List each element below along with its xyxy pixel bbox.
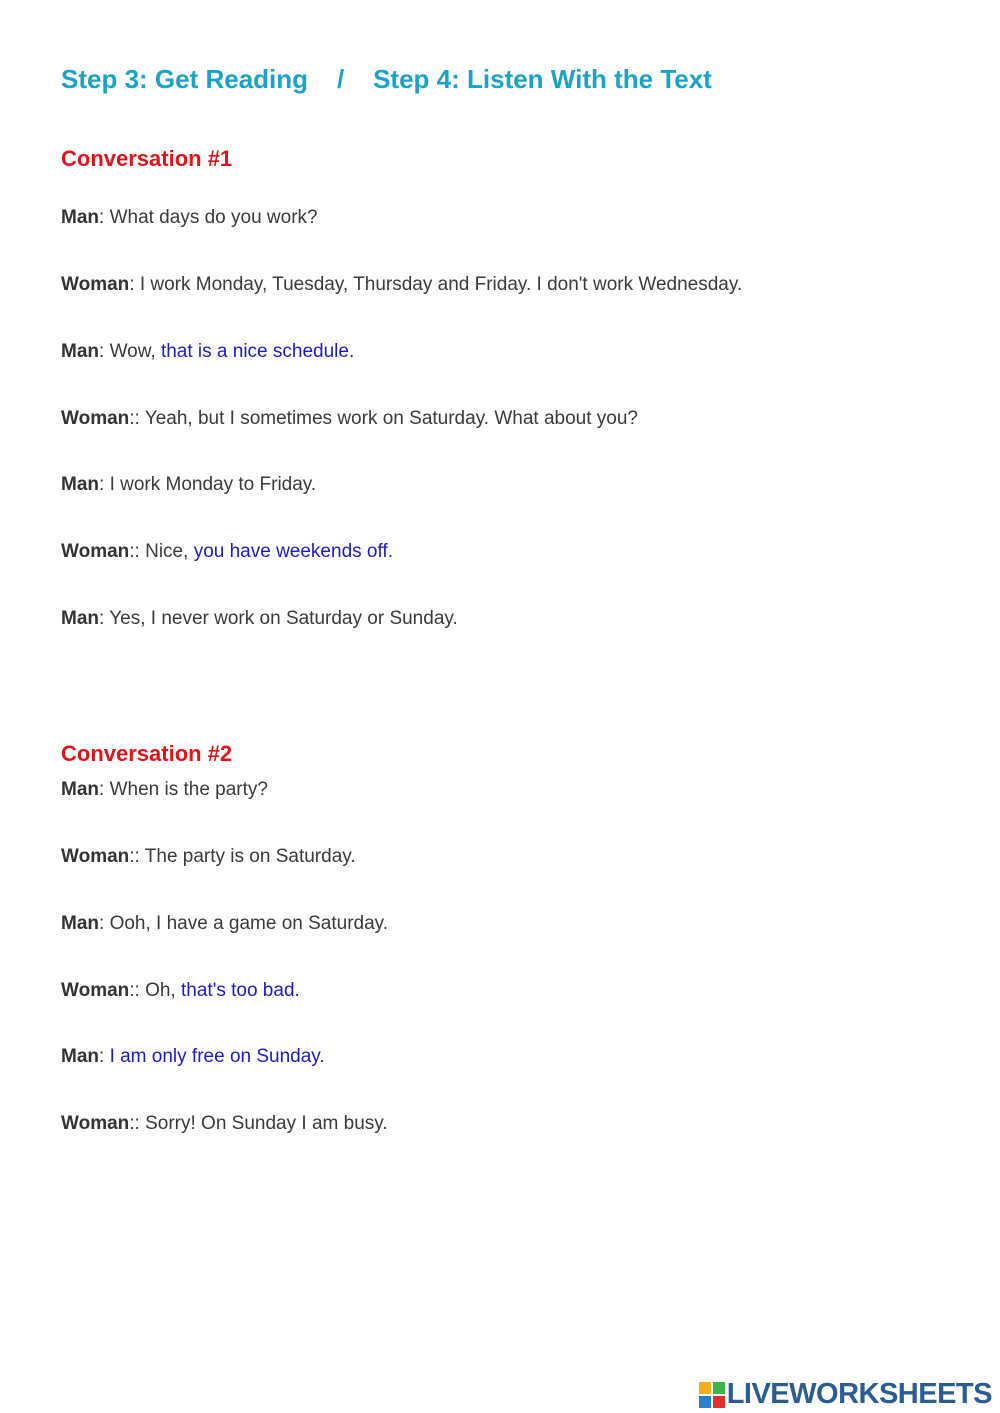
answer-phrase: that's too bad. bbox=[181, 980, 300, 1001]
speaker-name: Man bbox=[61, 474, 99, 495]
line-text: I work Monday to Friday. bbox=[109, 474, 317, 495]
line-text: Wow, bbox=[109, 341, 161, 362]
speaker-separator: : bbox=[99, 1046, 110, 1067]
conv2-line bbox=[61, 778, 268, 802]
speaker-separator: : bbox=[99, 608, 110, 629]
answer-phrase: you have weekends off bbox=[193, 541, 388, 562]
conv1-line bbox=[61, 206, 318, 230]
line-text: Yeah, but I sometimes work on Saturday. What about you? bbox=[144, 408, 638, 429]
speaker-name: Woman bbox=[61, 1113, 130, 1134]
line-text: The party is on Saturday. bbox=[144, 846, 356, 867]
liveworksheets-logo[interactable] bbox=[699, 1378, 992, 1411]
logo-text: LIVEWORKSHEETS bbox=[726, 1378, 992, 1410]
speaker-name: Man bbox=[61, 779, 99, 800]
speaker-name: Man bbox=[61, 341, 99, 362]
speaker-separator: :: bbox=[129, 1113, 146, 1134]
conv1-line bbox=[61, 340, 354, 364]
conv1-line bbox=[61, 607, 458, 631]
speaker-separator: :: bbox=[129, 408, 145, 429]
line-text: What days do you work? bbox=[109, 207, 318, 228]
speaker-separator: : bbox=[129, 274, 140, 295]
speaker-name: Man bbox=[61, 913, 99, 934]
speaker-separator: : bbox=[99, 474, 110, 495]
line-text: Sorry! On Sunday I am busy. bbox=[145, 1113, 388, 1134]
speaker-separator: : bbox=[99, 913, 110, 934]
conv2-line bbox=[61, 845, 356, 869]
conv1-line bbox=[61, 540, 393, 564]
speaker-name: Woman bbox=[61, 846, 130, 867]
speaker-name: Woman bbox=[61, 408, 130, 429]
speaker-name: Man bbox=[61, 608, 99, 629]
answer-phrase: I am only free on Sunday. bbox=[109, 1046, 325, 1067]
line-text: When is the party? bbox=[109, 779, 268, 800]
speaker-separator: : bbox=[99, 341, 110, 362]
conversation-2-title: Conversation #2 bbox=[61, 741, 233, 766]
speaker-name: Man bbox=[61, 207, 99, 228]
speaker-separator: :: bbox=[129, 846, 145, 867]
line-text: I work Monday, Tuesday, Thursday and Friday. I don't work Wednesday. bbox=[139, 274, 743, 295]
speaker-separator: :: bbox=[129, 541, 146, 562]
line-trailing: . bbox=[387, 541, 393, 562]
page-heading bbox=[61, 64, 712, 95]
speaker-name: Woman bbox=[61, 541, 130, 562]
speaker-separator: : bbox=[99, 207, 110, 228]
line-text: Oh, bbox=[145, 980, 182, 1001]
speaker-separator: :: bbox=[129, 980, 146, 1001]
step4-label: Step 4: Listen With the Text bbox=[373, 64, 712, 94]
line-text: Ooh, I have a game on Saturday. bbox=[109, 913, 389, 934]
speaker-name: Man bbox=[61, 1046, 99, 1067]
step3-label: Step 3: Get Reading bbox=[61, 64, 309, 94]
conv1-line bbox=[61, 407, 638, 431]
speaker-name: Woman bbox=[61, 274, 130, 295]
conv2-line bbox=[61, 1112, 388, 1136]
heading-separator: / bbox=[336, 64, 345, 94]
conv2-line bbox=[61, 1045, 325, 1069]
conv1-line bbox=[61, 473, 316, 497]
line-text: Nice, bbox=[145, 541, 194, 562]
speaker-name: Woman bbox=[61, 980, 130, 1001]
conversation-1-title: Conversation #1 bbox=[61, 146, 233, 171]
conv1-line bbox=[61, 273, 742, 297]
line-text: Yes, I never work on Saturday or Sunday. bbox=[109, 608, 458, 629]
conv2-line bbox=[61, 912, 388, 936]
conv2-line bbox=[61, 979, 300, 1003]
answer-phrase: that is a nice schedule. bbox=[160, 341, 355, 362]
speaker-separator: : bbox=[99, 779, 110, 800]
liveworksheets-logo-icon bbox=[699, 1382, 725, 1408]
